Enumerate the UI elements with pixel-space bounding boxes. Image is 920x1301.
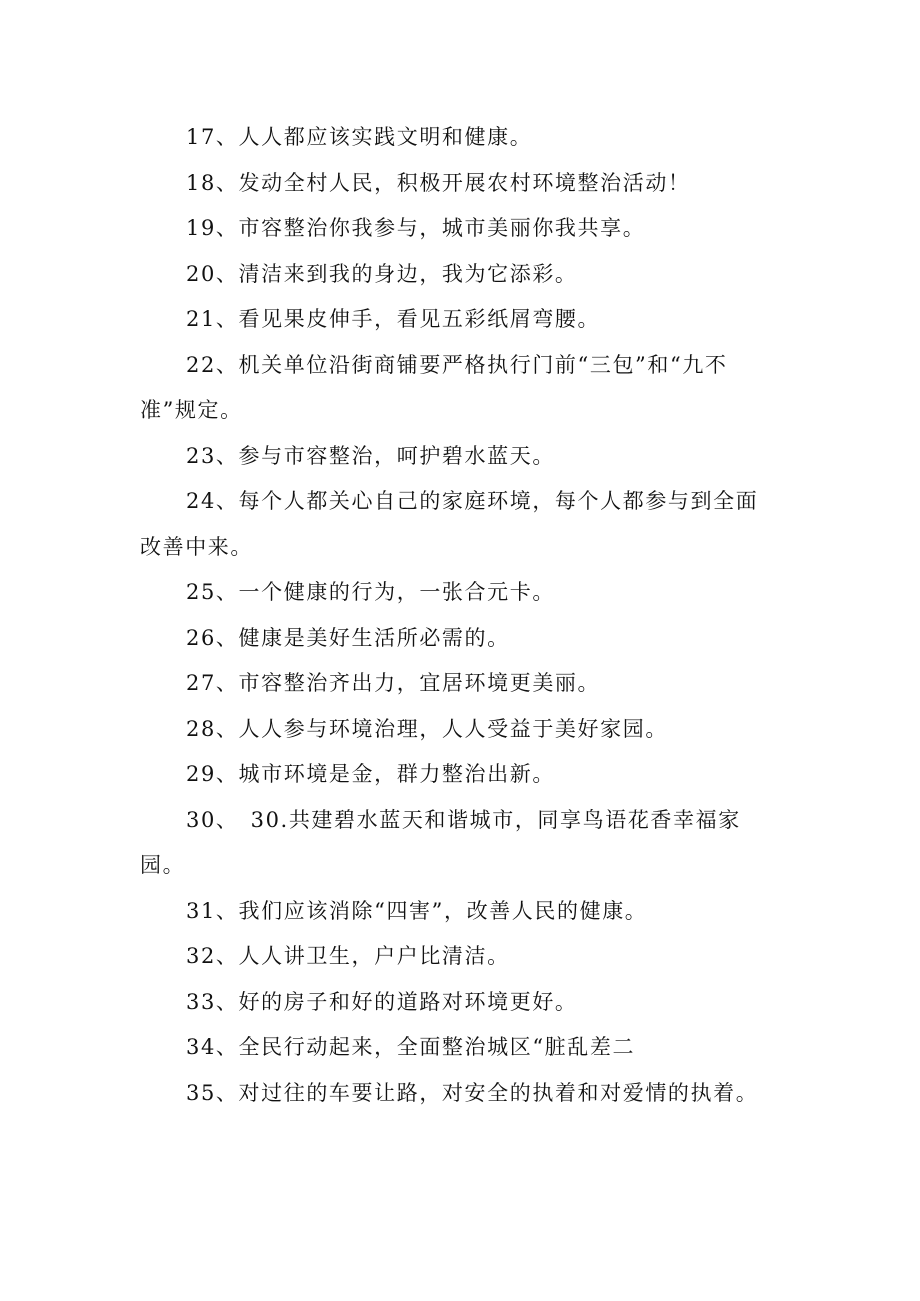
list-item: 34、全民行动起来，全面整治城区“脏乱差二 bbox=[186, 1035, 636, 1059]
document-body bbox=[140, 115, 770, 1116]
list-item: 28、人人参与环境治理，人人受益于美好家园。 bbox=[186, 716, 668, 741]
list-item: 17、人人都应该实践文明和健康。 bbox=[186, 125, 533, 149]
list-item: 30、 30.共建碧水蓝天和谐城市，同享鸟语花香幸福家园。 bbox=[140, 807, 741, 877]
list-item: 19、市容整治你我参与，城市美丽你我共享。 bbox=[186, 216, 646, 240]
list-item: 25、一个健康的行为，一张合元卡。 bbox=[186, 580, 555, 604]
list-item: 33、好的房子和好的道路对环境更好。 bbox=[186, 989, 578, 1014]
list-item: 26、健康是美好生活所必需的。 bbox=[186, 625, 510, 650]
list-item: 18、发动全村人民，积极开展农村环境整治活动！ bbox=[186, 170, 691, 195]
list-item: 35、对过往的车要让路，对安全的执着和对爱情的执着。 bbox=[186, 1080, 759, 1105]
list-item: 23、参与市容整治，呵护碧水蓝天。 bbox=[186, 443, 555, 468]
list-item: 27、市容整治齐出力，宜居环境更美丽。 bbox=[186, 671, 601, 695]
list-item: 32、人人讲卫生，户户比清洁。 bbox=[186, 944, 510, 968]
list-item: 29、城市环境是金，群力整治出新。 bbox=[186, 762, 555, 786]
list-item: 20、清洁来到我的身边，我为它添彩。 bbox=[186, 261, 578, 286]
list-item: 22、机关单位沿街商铺要严格执行门前“三包”和“九不准”规定。 bbox=[140, 352, 728, 422]
list-item: 31、我们应该消除“四害”，改善人民的健康。 bbox=[186, 898, 648, 923]
list-item: 21、看见果皮伸手，看见五彩纸屑弯腰。 bbox=[186, 307, 601, 331]
list-item: 24、每个人都关心自己的家庭环境，每个人都参与到全面改善中来。 bbox=[140, 489, 759, 559]
